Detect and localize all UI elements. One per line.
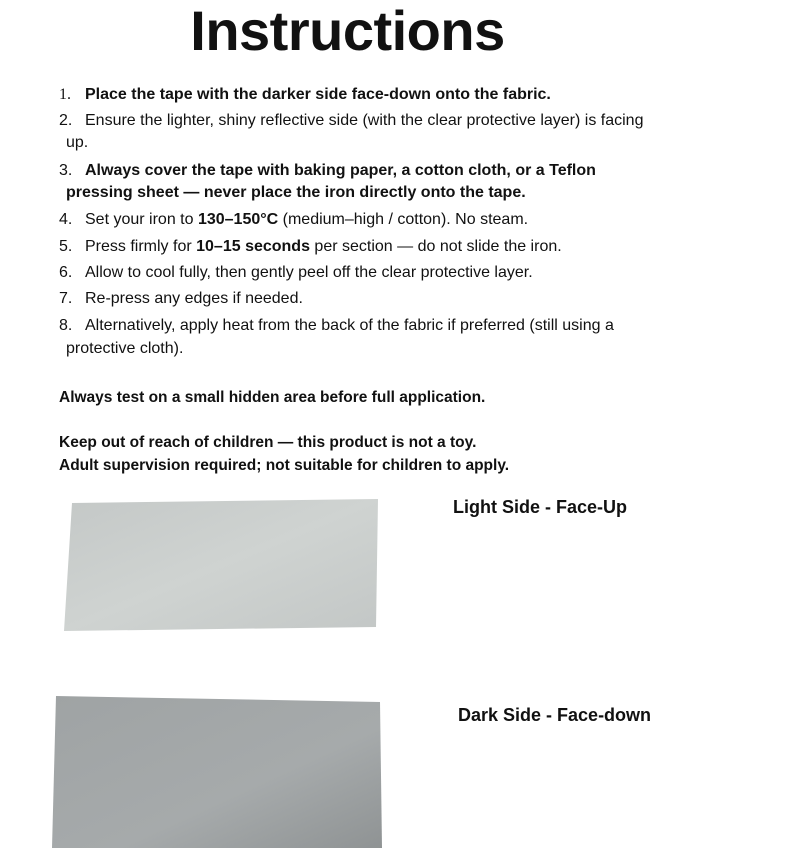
step-2: 2. Ensure the lighter, shiny reflective side (with the clear protective layer) is facing (59, 112, 644, 129)
supervision-warning: Adult supervision required; not suitable for children to apply. (59, 457, 510, 474)
light-side-tape-image (60, 495, 382, 635)
dark-side-tape-image (50, 692, 386, 852)
step-3: 3. Always cover the tape with baking paper, a cotton cloth, or a Teflon (59, 162, 596, 179)
light-side-label: Light Side - Face-Up (453, 497, 628, 517)
step-1: 1. Place the tape with the darker side face-down onto the fabric. (59, 86, 551, 103)
step-7: 7. Re-press any edges if needed. (59, 290, 303, 307)
page-title: Instructions (190, 0, 505, 62)
step-2-cont: up. (66, 134, 89, 151)
test-note: Always test on a small hidden area before full application. (59, 389, 486, 406)
step-5: 5. Press firmly for 10–15 seconds per section — do not slide the iron. (59, 238, 562, 255)
step-3-cont: pressing sheet — never place the iron directly onto the tape. (66, 184, 526, 201)
step-8: 8. Alternatively, apply heat from the back of the fabric if preferred (still using a (59, 317, 614, 334)
step-8-cont: protective cloth). (66, 340, 184, 357)
step-6: 6. Allow to cool fully, then gently peel off the clear protective layer. (59, 264, 533, 281)
children-warning: Keep out of reach of children — this product is not a toy. (59, 434, 477, 451)
dark-side-label: Dark Side - Face-down (458, 705, 652, 725)
step-4: 4. Set your iron to 130–150°C (medium–high / cotton). No steam. (59, 211, 529, 228)
